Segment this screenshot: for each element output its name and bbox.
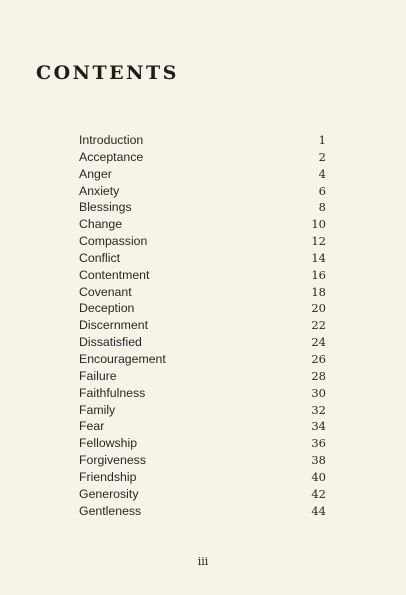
toc-entry-title: Failure (79, 368, 117, 383)
toc-entry-title: Conflict (79, 250, 121, 265)
toc-entry-page: 6 (318, 183, 326, 198)
toc-entry (79, 250, 326, 267)
toc-entry (79, 132, 326, 149)
toc-entry-title: Gentleness (79, 503, 142, 518)
toc-entry-title: Fellowship (79, 436, 138, 451)
toc-entry-page: 36 (311, 436, 326, 451)
toc-entry (79, 300, 326, 317)
toc-entry-title: Blessings (79, 200, 132, 215)
toc-entry-page: 2 (318, 149, 326, 164)
toc-entry-page: 18 (311, 284, 326, 299)
toc-entry-page: 24 (311, 335, 326, 350)
toc-entry-title: Faithfulness (79, 385, 146, 400)
toc-entry-page: 32 (311, 402, 326, 417)
toc-entry (79, 452, 326, 469)
toc-entry (79, 284, 326, 301)
toc-entry-page: 4 (318, 166, 326, 181)
toc-entry-title: Dissatisfied (79, 335, 142, 350)
toc-entry-page: 30 (311, 385, 326, 400)
toc-entry (79, 368, 326, 385)
toc-entry-page: 12 (311, 234, 326, 249)
toc-entry-title: Forgiveness (79, 453, 146, 468)
toc-entry (79, 149, 326, 166)
toc-entry-title: Contentment (79, 267, 150, 282)
toc-entry-title: Covenant (79, 284, 132, 299)
toc-entry-page: 44 (311, 503, 326, 518)
toc-entry (79, 503, 326, 520)
toc-entry-page: 42 (311, 486, 326, 501)
toc-entry-title: Family (79, 402, 116, 417)
toc-entry-title: Encouragement (79, 351, 166, 366)
toc-entry-title: Discernment (79, 318, 149, 333)
toc-entry-title: Introduction (79, 133, 144, 147)
toc-entry (79, 199, 326, 216)
toc-entry-title: Anxiety (79, 183, 120, 198)
toc-entry (79, 469, 326, 486)
toc-entry-title: Fear (79, 419, 105, 434)
toc-entry (79, 267, 326, 284)
toc-entry-title: Anger (79, 166, 112, 181)
toc-entry (79, 418, 326, 435)
page-number: iii (197, 555, 209, 568)
page-title: CONTENTS (36, 62, 179, 84)
toc-entry-title: Compassion (79, 234, 148, 249)
toc-entry-page: 20 (311, 301, 326, 316)
toc-entry-page: 28 (311, 368, 326, 383)
toc-entry-title: Friendship (79, 469, 137, 484)
toc-entry (79, 183, 326, 200)
toc-entry-page: 16 (311, 267, 326, 282)
toc-entry (79, 166, 326, 183)
toc-entry (79, 402, 326, 419)
toc-entry-title: Deception (79, 301, 135, 316)
toc-entry (79, 233, 326, 250)
toc-entry-title: Change (79, 217, 123, 232)
toc-entry (79, 351, 326, 368)
toc-entry-page: 38 (311, 453, 326, 468)
toc-entry-title: Generosity (79, 486, 139, 501)
toc-entry-page: 26 (311, 351, 326, 366)
toc-entry-page: 40 (311, 469, 326, 484)
toc-entry-page: 10 (311, 217, 326, 232)
toc-entry-title: Acceptance (79, 149, 144, 164)
toc-entry (79, 216, 326, 233)
toc-entry-page: 34 (311, 419, 326, 434)
toc-entry-page: 8 (318, 200, 326, 215)
toc-entry-page: 14 (311, 250, 326, 265)
toc-entry (79, 486, 326, 503)
toc-entry (79, 334, 326, 351)
toc-entry (79, 317, 326, 334)
toc-entry (79, 385, 326, 402)
toc-entry (79, 435, 326, 452)
table-of-contents (79, 132, 326, 519)
toc-entry-page: 22 (311, 318, 326, 333)
toc-entry-page: 1 (318, 133, 326, 147)
